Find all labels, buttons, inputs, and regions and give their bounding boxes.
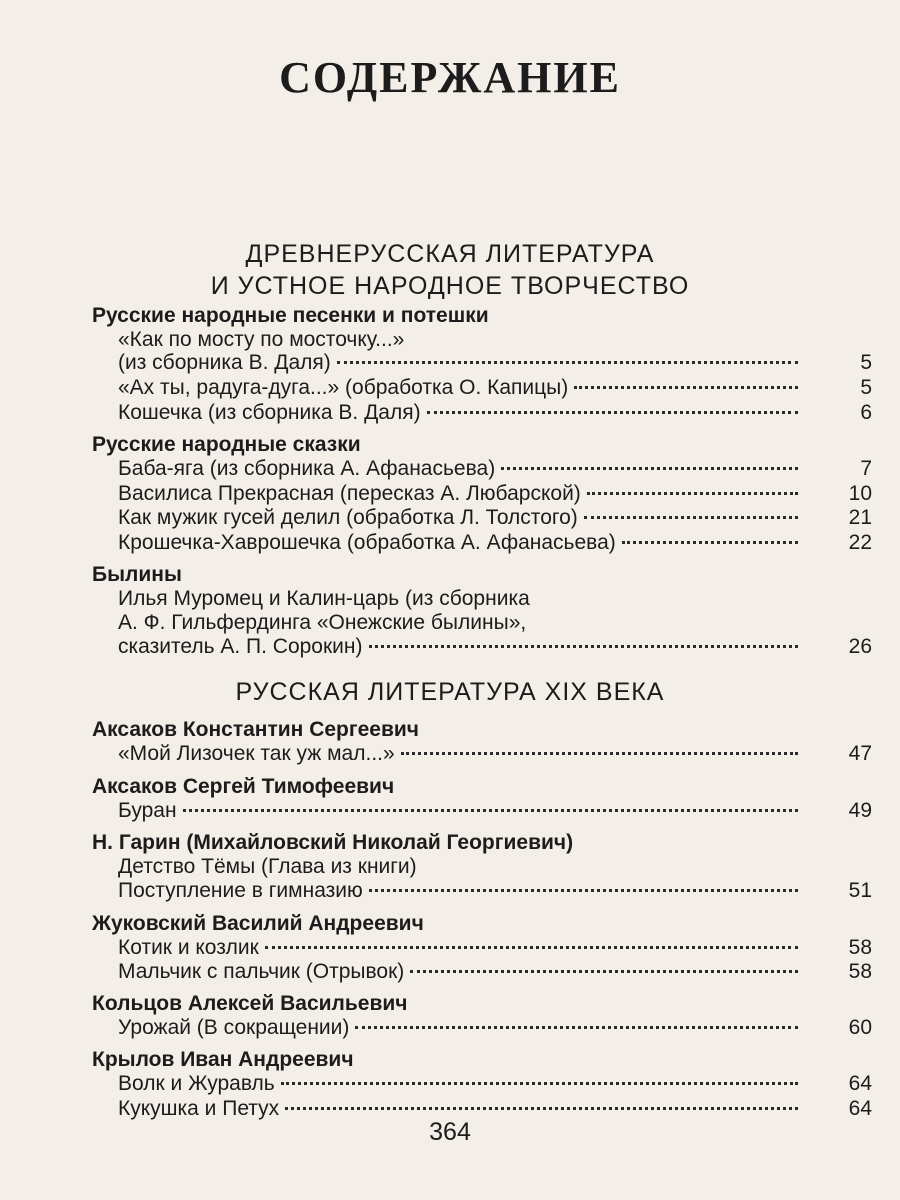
toc-entry-page: 6 xyxy=(860,401,872,424)
toc-entry-title: Мальчик с пальчик (Отрывок) xyxy=(118,960,405,983)
toc-entry-title: Кошечка (из сборника В. Даля) xyxy=(118,401,421,424)
dot-leader xyxy=(574,386,798,389)
toc-entry xyxy=(0,375,900,401)
toc-entry-title: Урожай (В сокращении) xyxy=(118,1016,350,1039)
dot-leader xyxy=(265,946,798,949)
toc-entry-title: Поступление в гимназию xyxy=(118,879,363,902)
section-heading-line: И УСТНОЕ НАРОДНОЕ ТВОРЧЕСТВО xyxy=(210,272,690,300)
toc-entry xyxy=(0,798,900,824)
toc-entry xyxy=(0,505,900,531)
dot-leader xyxy=(587,492,798,495)
dot-leader xyxy=(369,645,799,648)
toc-entry-page: 5 xyxy=(860,376,872,399)
dot-leader xyxy=(337,361,798,364)
toc-entry-title: Буран xyxy=(118,799,177,822)
toc-entry-title: Крошечка-Хаврошечка (обработка А. Афанасьева) xyxy=(118,531,616,554)
toc-entry xyxy=(0,634,900,660)
dot-leader xyxy=(584,516,798,519)
toc-entry-title: «Мой Лизочек так уж мал...» xyxy=(118,742,395,765)
toc-entry-page: 64 xyxy=(848,1097,872,1120)
dot-leader xyxy=(183,809,798,812)
toc-entry-title: Волк и Журавль xyxy=(118,1072,275,1095)
toc-entry-page: 51 xyxy=(848,879,872,902)
page-number: 364 xyxy=(429,1118,471,1146)
toc-entry-page: 64 xyxy=(848,1072,872,1095)
dot-leader xyxy=(622,541,798,544)
toc-entry-title: Кукушка и Петух xyxy=(118,1097,280,1120)
toc-entry-title: А. Ф. Гильфердинга «Онежские былины», xyxy=(118,611,527,634)
toc-entry-line xyxy=(0,854,900,880)
toc-entry xyxy=(0,350,900,376)
toc-entry-title: Василиса Прекрасная (пересказ А. Любарской) xyxy=(118,482,581,505)
toc-entry-title: (из сборника В. Даля) xyxy=(118,351,331,374)
toc-entry-title: Баба-яга (из сборника А. Афанасьева) xyxy=(118,457,496,480)
dot-leader xyxy=(410,970,798,973)
toc-author: Крылов Иван Андреевич xyxy=(92,1048,354,1071)
toc-entry xyxy=(0,530,900,556)
toc-entry-page: 47 xyxy=(848,742,872,765)
section-heading-line: РУССКАЯ ЛИТЕРАТУРА XIX ВЕКА xyxy=(235,678,665,706)
toc-entry-page: 5 xyxy=(860,351,872,374)
dot-leader xyxy=(427,411,798,414)
toc-author: Н. Гарин (Михайловский Николай Георгиевич) xyxy=(92,831,574,854)
toc-entry-page: 22 xyxy=(848,531,872,554)
toc-author: Аксаков Сергей Тимофеевич xyxy=(92,775,395,798)
toc-entry-page: 58 xyxy=(848,960,872,983)
section-heading-line: ДРЕВНЕРУССКАЯ ЛИТЕРАТУРА xyxy=(245,240,655,268)
toc-entry-title: «Как по мосту по мосточку...» xyxy=(118,328,405,351)
dot-leader xyxy=(281,1082,798,1085)
toc-entry-page: 49 xyxy=(848,799,872,822)
toc-author: Русские народные сказки xyxy=(92,433,361,456)
toc-entry-page: 60 xyxy=(848,1016,872,1039)
dot-leader xyxy=(401,752,798,755)
toc-entry xyxy=(0,1015,900,1041)
toc-entry-page: 10 xyxy=(848,482,872,505)
toc-entry-page: 21 xyxy=(848,506,872,529)
section-heading-19th-century xyxy=(0,676,900,708)
toc-author: Аксаков Константин Сергеевич xyxy=(92,718,419,741)
toc-entry-title: Котик и козлик xyxy=(118,936,259,959)
toc-entry-title: сказитель А. П. Сорокин) xyxy=(118,635,363,658)
toc-entry xyxy=(0,878,900,904)
toc-entry-title: «Ах ты, радуга-дуга...» (обработка О. Капицы) xyxy=(118,376,569,399)
page-title: СОДЕРЖАНИЕ xyxy=(279,53,621,102)
toc-entry-line xyxy=(0,610,900,636)
toc-author: Жуковский Василий Андреевич xyxy=(92,912,424,935)
toc-entry xyxy=(0,481,900,507)
dot-leader xyxy=(285,1107,798,1110)
toc-entry xyxy=(0,935,900,961)
toc-entry-title: Как мужик гусей делил (обработка Л. Толстого) xyxy=(118,506,578,529)
toc-entry xyxy=(0,400,900,426)
toc-entry xyxy=(0,1071,900,1097)
toc-entry-title: Детство Тёмы (Глава из книги) xyxy=(118,855,417,878)
toc-author: Былины xyxy=(92,563,182,586)
toc-entry xyxy=(0,456,900,482)
toc-entry xyxy=(0,959,900,985)
toc-entry-line xyxy=(0,586,900,612)
dot-leader xyxy=(355,1026,798,1029)
toc-author: Кольцов Алексей Васильевич xyxy=(92,992,408,1015)
section-heading-old-russian xyxy=(0,238,900,302)
dot-leader xyxy=(501,467,798,470)
toc-entry-page: 58 xyxy=(848,936,872,959)
toc-entry-title: Илья Муромец и Калин-царь (из сборника xyxy=(118,587,530,610)
toc-author: Русские народные песенки и потешки xyxy=(92,304,489,327)
toc-entry-page: 7 xyxy=(860,457,872,480)
toc-entry xyxy=(0,741,900,767)
toc-entry-page: 26 xyxy=(848,635,872,658)
dot-leader xyxy=(369,889,798,892)
